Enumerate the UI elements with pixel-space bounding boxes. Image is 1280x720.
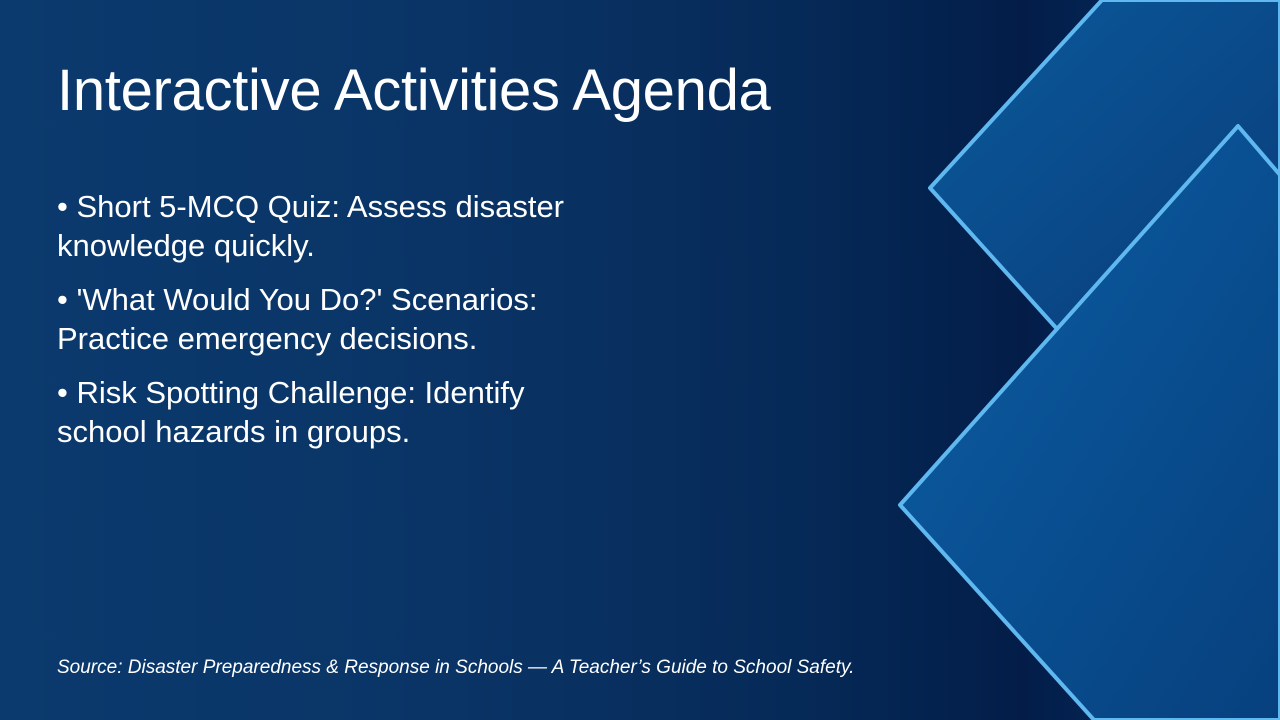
agenda-item-scenarios: • 'What Would You Do?' Scenarios: Practice emergency decisions. — [57, 282, 538, 356]
slide-title: Interactive Activities Agenda — [57, 58, 771, 123]
agenda-bullet-list — [57, 187, 617, 466]
agenda-item-quiz: • Short 5-MCQ Quiz: Assess disaster knowledge quickly. — [57, 189, 565, 263]
source-citation: Source: Disaster Preparedness & Response in Schools — A Teacher’s Guide to School Safety. — [57, 657, 855, 678]
agenda-item-risk-spotting: • Risk Spotting Challenge: Identify school hazards in groups. — [57, 375, 525, 449]
